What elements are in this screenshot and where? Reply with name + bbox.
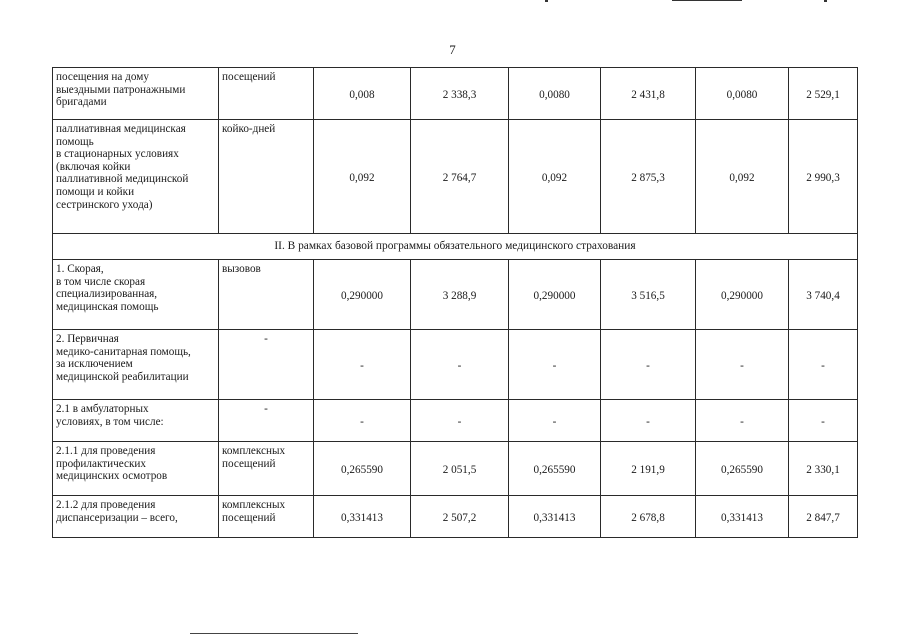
value-cell: 2 191,9 [601, 442, 696, 496]
value-cell: 0,265590 [509, 442, 601, 496]
tariff-table [52, 67, 858, 538]
value-cell: 0,265590 [696, 442, 789, 496]
value-cell: 0,092 [509, 120, 601, 234]
section-title: II. В рамках базовой программы обязательного медицинского страхования [53, 234, 858, 260]
top-scan-mark [824, 0, 827, 2]
value-cell: 3 516,5 [601, 260, 696, 330]
row-name-cell: 2.1.2 для проведения диспансеризации – всего, [53, 496, 219, 538]
value-cell: 2 051,5 [411, 442, 509, 496]
row-name-cell: 2.1 в амбулаторных условиях, в том числе: [53, 400, 219, 442]
value-cell: 0,331413 [509, 496, 601, 538]
bottom-scan-line [190, 633, 358, 634]
value-cell: - [509, 400, 601, 442]
row-name-cell: 2.1.1 для проведения профилактических медицинских осмотров [53, 442, 219, 496]
table-row [53, 496, 858, 538]
top-scan-mark [672, 0, 742, 1]
value-cell: - [601, 400, 696, 442]
value-cell: 0,331413 [314, 496, 411, 538]
value-cell: 3 740,4 [789, 260, 858, 330]
table-row [53, 442, 858, 496]
section-row [53, 234, 858, 260]
row-unit-cell: комплексных посещений [219, 442, 314, 496]
row-name-cell: 1. Скорая, в том числе скорая специализированная, медицинская помощь [53, 260, 219, 330]
value-cell: 0,092 [696, 120, 789, 234]
value-cell: - [314, 330, 411, 400]
row-unit-cell: койко-дней [219, 120, 314, 234]
row-unit-cell: посещений [219, 68, 314, 120]
value-cell: 0,092 [314, 120, 411, 234]
value-cell: - [601, 330, 696, 400]
table-row [53, 400, 858, 442]
value-cell: 2 847,7 [789, 496, 858, 538]
row-name-cell: паллиативная медицинская помощь в стационарных условиях (включая койки паллиативной медицинской помощи и койки сестринского ухода) [53, 120, 219, 234]
value-cell: - [411, 400, 509, 442]
table-row [53, 68, 858, 120]
value-cell: 0,290000 [314, 260, 411, 330]
value-cell: - [509, 330, 601, 400]
value-cell: 2 529,1 [789, 68, 858, 120]
table-row [53, 330, 858, 400]
value-cell: 0,290000 [509, 260, 601, 330]
value-cell: 2 875,3 [601, 120, 696, 234]
value-cell: - [789, 400, 858, 442]
row-unit-cell: комплексных посещений [219, 496, 314, 538]
value-cell: 2 338,3 [411, 68, 509, 120]
value-cell: 2 678,8 [601, 496, 696, 538]
row-name-cell: 2. Первичная медико-санитарная помощь, за исключением медицинской реабилитации [53, 330, 219, 400]
top-scan-mark [545, 0, 548, 2]
value-cell: 0,290000 [696, 260, 789, 330]
value-cell: - [696, 330, 789, 400]
table-row [53, 120, 858, 234]
value-cell: 2 507,2 [411, 496, 509, 538]
value-cell: - [314, 400, 411, 442]
value-cell: 2 431,8 [601, 68, 696, 120]
row-name-cell: посещения на дому выездными патронажными бригадами [53, 68, 219, 120]
table-row [53, 260, 858, 330]
value-cell: - [789, 330, 858, 400]
value-cell: 0,331413 [696, 496, 789, 538]
row-unit-cell: вызовов [219, 260, 314, 330]
row-unit-cell: - [219, 330, 314, 400]
value-cell: - [696, 400, 789, 442]
value-cell: 0,265590 [314, 442, 411, 496]
value-cell: - [411, 330, 509, 400]
value-cell: 0,008 [314, 68, 411, 120]
value-cell: 2 990,3 [789, 120, 858, 234]
page-number: 7 [449, 42, 456, 57]
value-cell: 0,0080 [696, 68, 789, 120]
value-cell: 2 764,7 [411, 120, 509, 234]
value-cell: 2 330,1 [789, 442, 858, 496]
row-unit-cell: - [219, 400, 314, 442]
value-cell: 3 288,9 [411, 260, 509, 330]
value-cell: 0,0080 [509, 68, 601, 120]
